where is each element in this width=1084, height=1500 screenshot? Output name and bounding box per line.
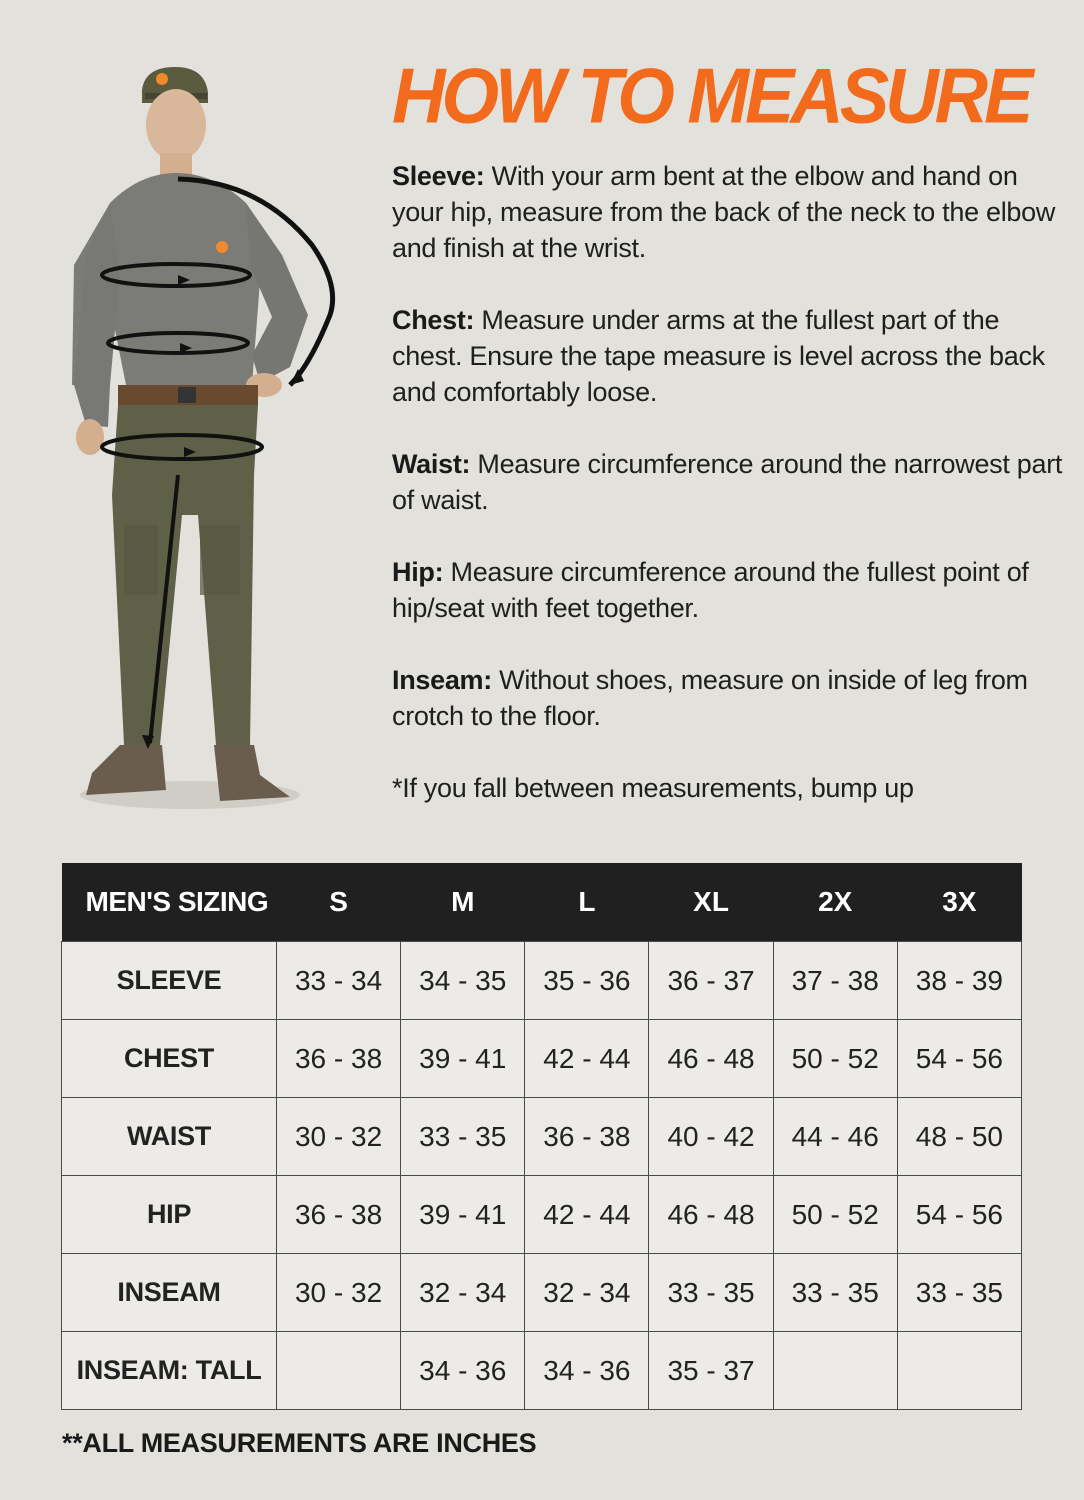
table-cell: 34 - 36 [401,1332,525,1410]
table-cell: 46 - 48 [649,1020,773,1098]
table-cell: 33 - 35 [401,1098,525,1176]
table-cell: 34 - 36 [525,1332,649,1410]
table-cell: 36 - 37 [649,942,773,1020]
table-cell: 46 - 48 [649,1176,773,1254]
table-cell: 33 - 34 [277,942,401,1020]
measurement-units-footnote: **ALL MEASUREMENTS ARE INCHES [62,1428,537,1458]
page-title: HOW TO MEASURE [392,51,1030,140]
row-label: INSEAM [62,1254,277,1332]
instruction-text: Measure circumference around the fullest point of hip/seat with feet together. [392,557,1029,623]
table-cell: 32 - 34 [401,1254,525,1332]
size-header: 3X [897,863,1021,942]
size-header: M [401,863,525,942]
table-cell: 42 - 44 [525,1176,649,1254]
table-cell: 36 - 38 [525,1098,649,1176]
table-cell: 36 - 38 [277,1176,401,1254]
size-header: XL [649,863,773,942]
table-cell: 33 - 35 [649,1254,773,1332]
table-cell: 37 - 38 [773,942,897,1020]
measure-instructions [392,158,1072,842]
instruction-chest [392,302,1072,410]
table-row [62,1332,1022,1410]
cap-logo-icon [156,73,168,85]
table-cell: 39 - 41 [401,1176,525,1254]
table-cell: 35 - 36 [525,942,649,1020]
instruction-text: Measure under arms at the fullest part of the chest. Ensure the tape measure is level across the back and comfortably loose. [392,305,1045,407]
table-cell: 54 - 56 [897,1176,1021,1254]
size-header: S [277,863,401,942]
table-cell: 40 - 42 [649,1098,773,1176]
table-cell [277,1332,401,1410]
table-cell: 35 - 37 [649,1332,773,1410]
table-cell: 30 - 32 [277,1098,401,1176]
size-chart-table [61,863,1022,1410]
instruction-text: With your arm bent at the elbow and hand on your hip, measure from the back of the neck to the elbow and finish at the wrist. [392,161,1056,263]
row-label: WAIST [62,1098,277,1176]
table-corner-label: MEN'S SIZING [62,863,277,942]
size-header: L [525,863,649,942]
instruction-inseam [392,662,1072,734]
instruction-label: Waist: [392,449,471,479]
right-boot-shape [214,745,290,801]
row-label: HIP [62,1176,277,1254]
instruction-label: Inseam: [392,665,492,695]
table-row [62,1176,1022,1254]
size-header: 2X [773,863,897,942]
instruction-waist [392,446,1072,518]
table-cell: 44 - 46 [773,1098,897,1176]
table-cell: 32 - 34 [525,1254,649,1332]
hoodie-logo-icon [216,241,228,253]
left-boot-shape [86,745,166,795]
table-row [62,1020,1022,1098]
instruction-sleeve [392,158,1072,266]
table-cell: 39 - 41 [401,1020,525,1098]
table-cell: 54 - 56 [897,1020,1021,1098]
row-label: SLEEVE [62,942,277,1020]
table-header-row [62,863,1022,942]
table-cell: 34 - 35 [401,942,525,1020]
table-cell: 38 - 39 [897,942,1021,1020]
instruction-label: Hip: [392,557,444,587]
instruction-label: Sleeve: [392,161,485,191]
instruction-label: Chest: [392,305,475,335]
table-cell: 48 - 50 [897,1098,1021,1176]
table-cell: 30 - 32 [277,1254,401,1332]
row-label: INSEAM: TALL [62,1332,277,1410]
instruction-text: Without shoes, measure on inside of leg from crotch to the floor. [392,665,1028,731]
sizing-note: *If you fall between measurements, bump up [392,773,914,803]
model-figure-illustration [50,55,370,815]
instruction-hip [392,554,1072,626]
table-cell: 33 - 35 [773,1254,897,1332]
row-label: CHEST [62,1020,277,1098]
table-cell [773,1332,897,1410]
table-row [62,942,1022,1020]
table-cell: 42 - 44 [525,1020,649,1098]
table-cell: 50 - 52 [773,1176,897,1254]
table-row [62,1254,1022,1332]
table-cell: 50 - 52 [773,1020,897,1098]
table-cell: 36 - 38 [277,1020,401,1098]
head-shape [146,89,206,161]
instruction-text: Measure circumference around the narrowest part of waist. [392,449,1063,515]
table-row [62,1098,1022,1176]
table-cell: 33 - 35 [897,1254,1021,1332]
table-cell [897,1332,1021,1410]
